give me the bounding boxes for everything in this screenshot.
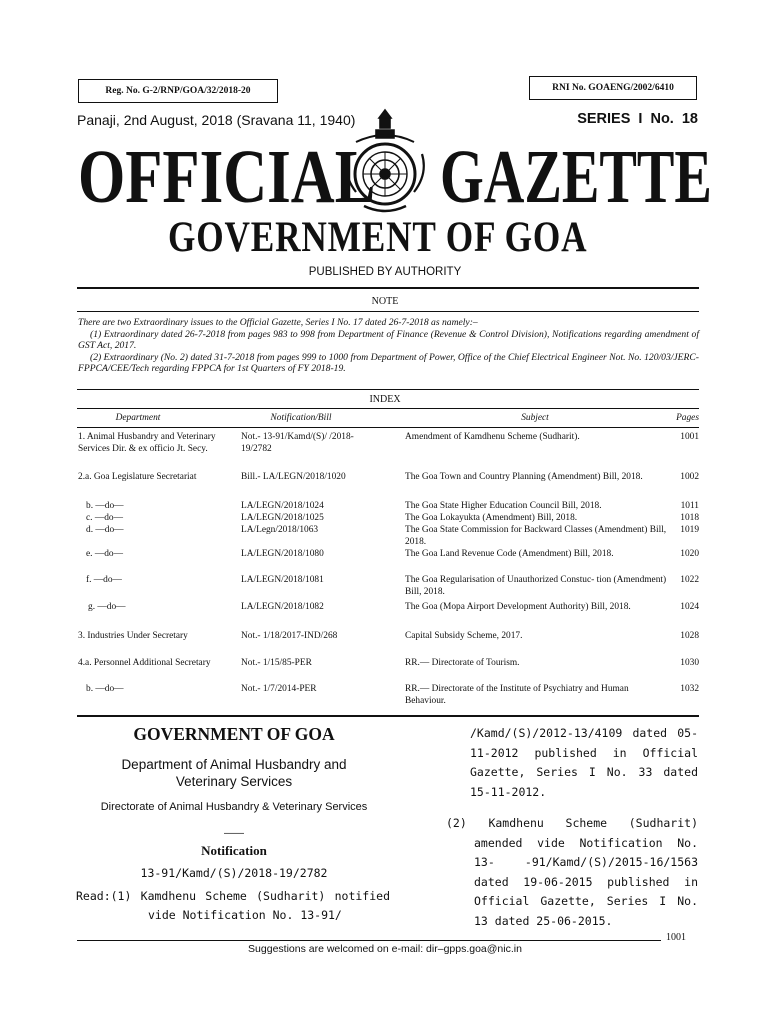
body-gov-heading: GOVERNMENT OF GOA (133, 724, 335, 744)
table-row-pages: 1011 (680, 501, 699, 511)
date-line: Panaji, 2nd August, 2018 (Sravana 11, 1940) (77, 112, 356, 128)
table-row-notif: Bill.- LA/LEGN/2018/1020 (241, 472, 346, 482)
table-row-notif: Not.- 1/15/85-PER (241, 658, 312, 668)
table-row-subject: The Goa Regularisation of Unauthorized Constuc- tion (Amendment) Bill, 2018. (405, 575, 667, 597)
table-row-pages: 1028 (680, 631, 699, 641)
body-notification-number: 13-91/Kamd/(S)/2018-19/2782 (140, 866, 328, 880)
table-row-dept: c. —do— (86, 513, 123, 523)
table-row-pages: 1022 (680, 575, 699, 585)
table-row-subject: RR.— Directorate of Tourism. (405, 658, 520, 668)
column-header-subject: Subject (521, 413, 549, 423)
table-row-subject: The Goa State Commission for Backward Classes (Amendment) Bill, 2018. (405, 525, 667, 547)
table-row-subject: The Goa Lokayukta (Amendment) Bill, 2018. (405, 513, 578, 523)
table-row-dept: e. —do— (86, 549, 123, 559)
table-row-notif: Not.- 1/18/2017-IND/268 (241, 631, 338, 641)
table-row-notif: LA/LEGN/2018/1081 (241, 575, 324, 585)
table-row-notif: LA/LEGN/2018/1024 (241, 501, 324, 511)
table-row-pages: 1030 (680, 658, 699, 668)
table-row-dept: b. —do— (86, 684, 124, 694)
divider (77, 427, 699, 428)
published-by-authority: PUBLISHED BY AUTHORITY (308, 266, 462, 278)
body-department: Department of Animal Husbandry and Veterinary Services (121, 757, 347, 789)
table-row-notif: LA/LEGN/2018/1025 (241, 513, 324, 523)
body-notification-heading: Notification (201, 843, 267, 858)
table-row-pages: 1020 (680, 549, 699, 559)
table-row-dept: g. —do— (88, 602, 126, 612)
table-row-pages: 1024 (680, 602, 699, 612)
table-row-subject: RR.— Directorate of the Institute of Psychiatry and Human Behaviour. (405, 684, 629, 706)
table-row-pages: 1001 (680, 432, 699, 442)
note-heading: NOTE (371, 296, 399, 307)
table-row-dept: d. —do— (86, 525, 124, 535)
table-row-subject: Capital Subsidy Scheme, 2017. (405, 631, 523, 641)
index-heading: INDEX (369, 394, 401, 405)
series-label: SERIES I No. 18 (577, 111, 698, 127)
reg-no: Reg. No. G-2/RNP/GOA/32/2018-20 (105, 86, 251, 96)
table-row-notif: LA/Legn/2018/1063 (241, 525, 319, 535)
page-number: 1001 (666, 932, 686, 943)
table-row-dept: 2.a. Goa Legislature Secretariat (78, 472, 197, 482)
table-row-subject: The Goa (Mopa Airport Development Authority) Bill, 2018. (405, 602, 631, 612)
table-row-notif: LA/LEGN/2018/1080 (241, 549, 324, 559)
body-directorate: Directorate of Animal Husbandry & Veterinary Services (100, 801, 368, 813)
table-row-pages: 1019 (680, 525, 699, 535)
footer-suggestions: Suggestions are welcomed on e-mail: dir–gpps.goa@nic.in (248, 943, 522, 955)
title-gazette: GAZETTE (440, 135, 712, 219)
table-row-dept: 4.a. Personnel Additional Secretary (78, 658, 211, 668)
body-read-1: Read:(1) Kamdhenu Scheme (Sudharit) notified vide Notification No. 13-91/ (76, 889, 390, 922)
divider (77, 715, 699, 717)
table-row-subject: Amendment of Kamdhenu Scheme (Sudharit). (405, 432, 580, 442)
body-dash: —— (224, 828, 244, 839)
table-row-subject: The Goa Land Revenue Code (Amendment) Bill, 2018. (405, 549, 614, 559)
column-header-pages: Pages (676, 413, 699, 423)
column-header-notification: Notification/Bill (270, 413, 332, 423)
note-item-1: (1) Extraordinary dated 26-7-2018 from pages 983 to 998 from Department of Finance (Revenue & Control Division), Notifications regarding amendment of GST Act, 2017. (78, 328, 699, 352)
table-row-pages: 1032 (680, 684, 699, 694)
body-read-2: (2) Kamdhenu Scheme (Sudharit) amended vide Notification No. 13- -91/Kamd/(S)/2015-16/1563 dated 19-06-2015 published in Official Gazette, Series I No. 13 dated 25-06-2015. (446, 816, 698, 928)
note-item-2: (2) Extraordinary (No. 2) dated 31-7-2018 from pages 999 to 1000 from Department of Power, Office of the Chief Electrical Engineer Not. No. 120/03/JERC-FPPCA/CEE/Tech regarding FPPCA for 1st Quarters of FY 2018-19. (78, 351, 699, 375)
subtitle-government-of-goa: GOVERNMENT OF GOA (168, 214, 588, 261)
footer-rule (77, 940, 661, 941)
table-row-dept: 3. Industries Under Secretary (78, 631, 188, 641)
rni-no: RNI No. GOAENG/2002/6410 (552, 83, 674, 93)
note-intro: There are two Extraordinary issues to the Official Gazette, Series I No. 17 dated 26-7-2018 as namely:– (78, 317, 478, 328)
table-row-notif: LA/LEGN/2018/1082 (241, 602, 324, 612)
table-row-pages: 1018 (680, 513, 699, 523)
table-row-pages: 1002 (680, 472, 699, 482)
table-row-subject: The Goa State Higher Education Council Bill, 2018. (405, 501, 602, 511)
table-row-notif: Not.- 1/7/2014-PER (241, 684, 317, 694)
table-row-dept: 1. Animal Husbandry and Veterinary Services Dir. & ex officio Jt. Secy. (78, 432, 216, 454)
column-header-department: Department (115, 413, 161, 423)
table-row-dept: f. —do— (86, 575, 122, 585)
body-read-1-continued: /Kamd/(S)/2012-13/4109 dated 05-11-2012 published in Official Gazette, Series I No. 33 dated 15-11-2012. (470, 726, 698, 799)
table-row-dept: b. —do— (86, 501, 124, 511)
title-official: OFFICIAL (78, 135, 376, 219)
table-row-notif: Not.- 13-91/Kamd/(S)/ /2018-19/2782 (241, 432, 354, 454)
table-row-subject: The Goa Town and Country Planning (Amendment) Bill, 2018. (405, 472, 643, 482)
